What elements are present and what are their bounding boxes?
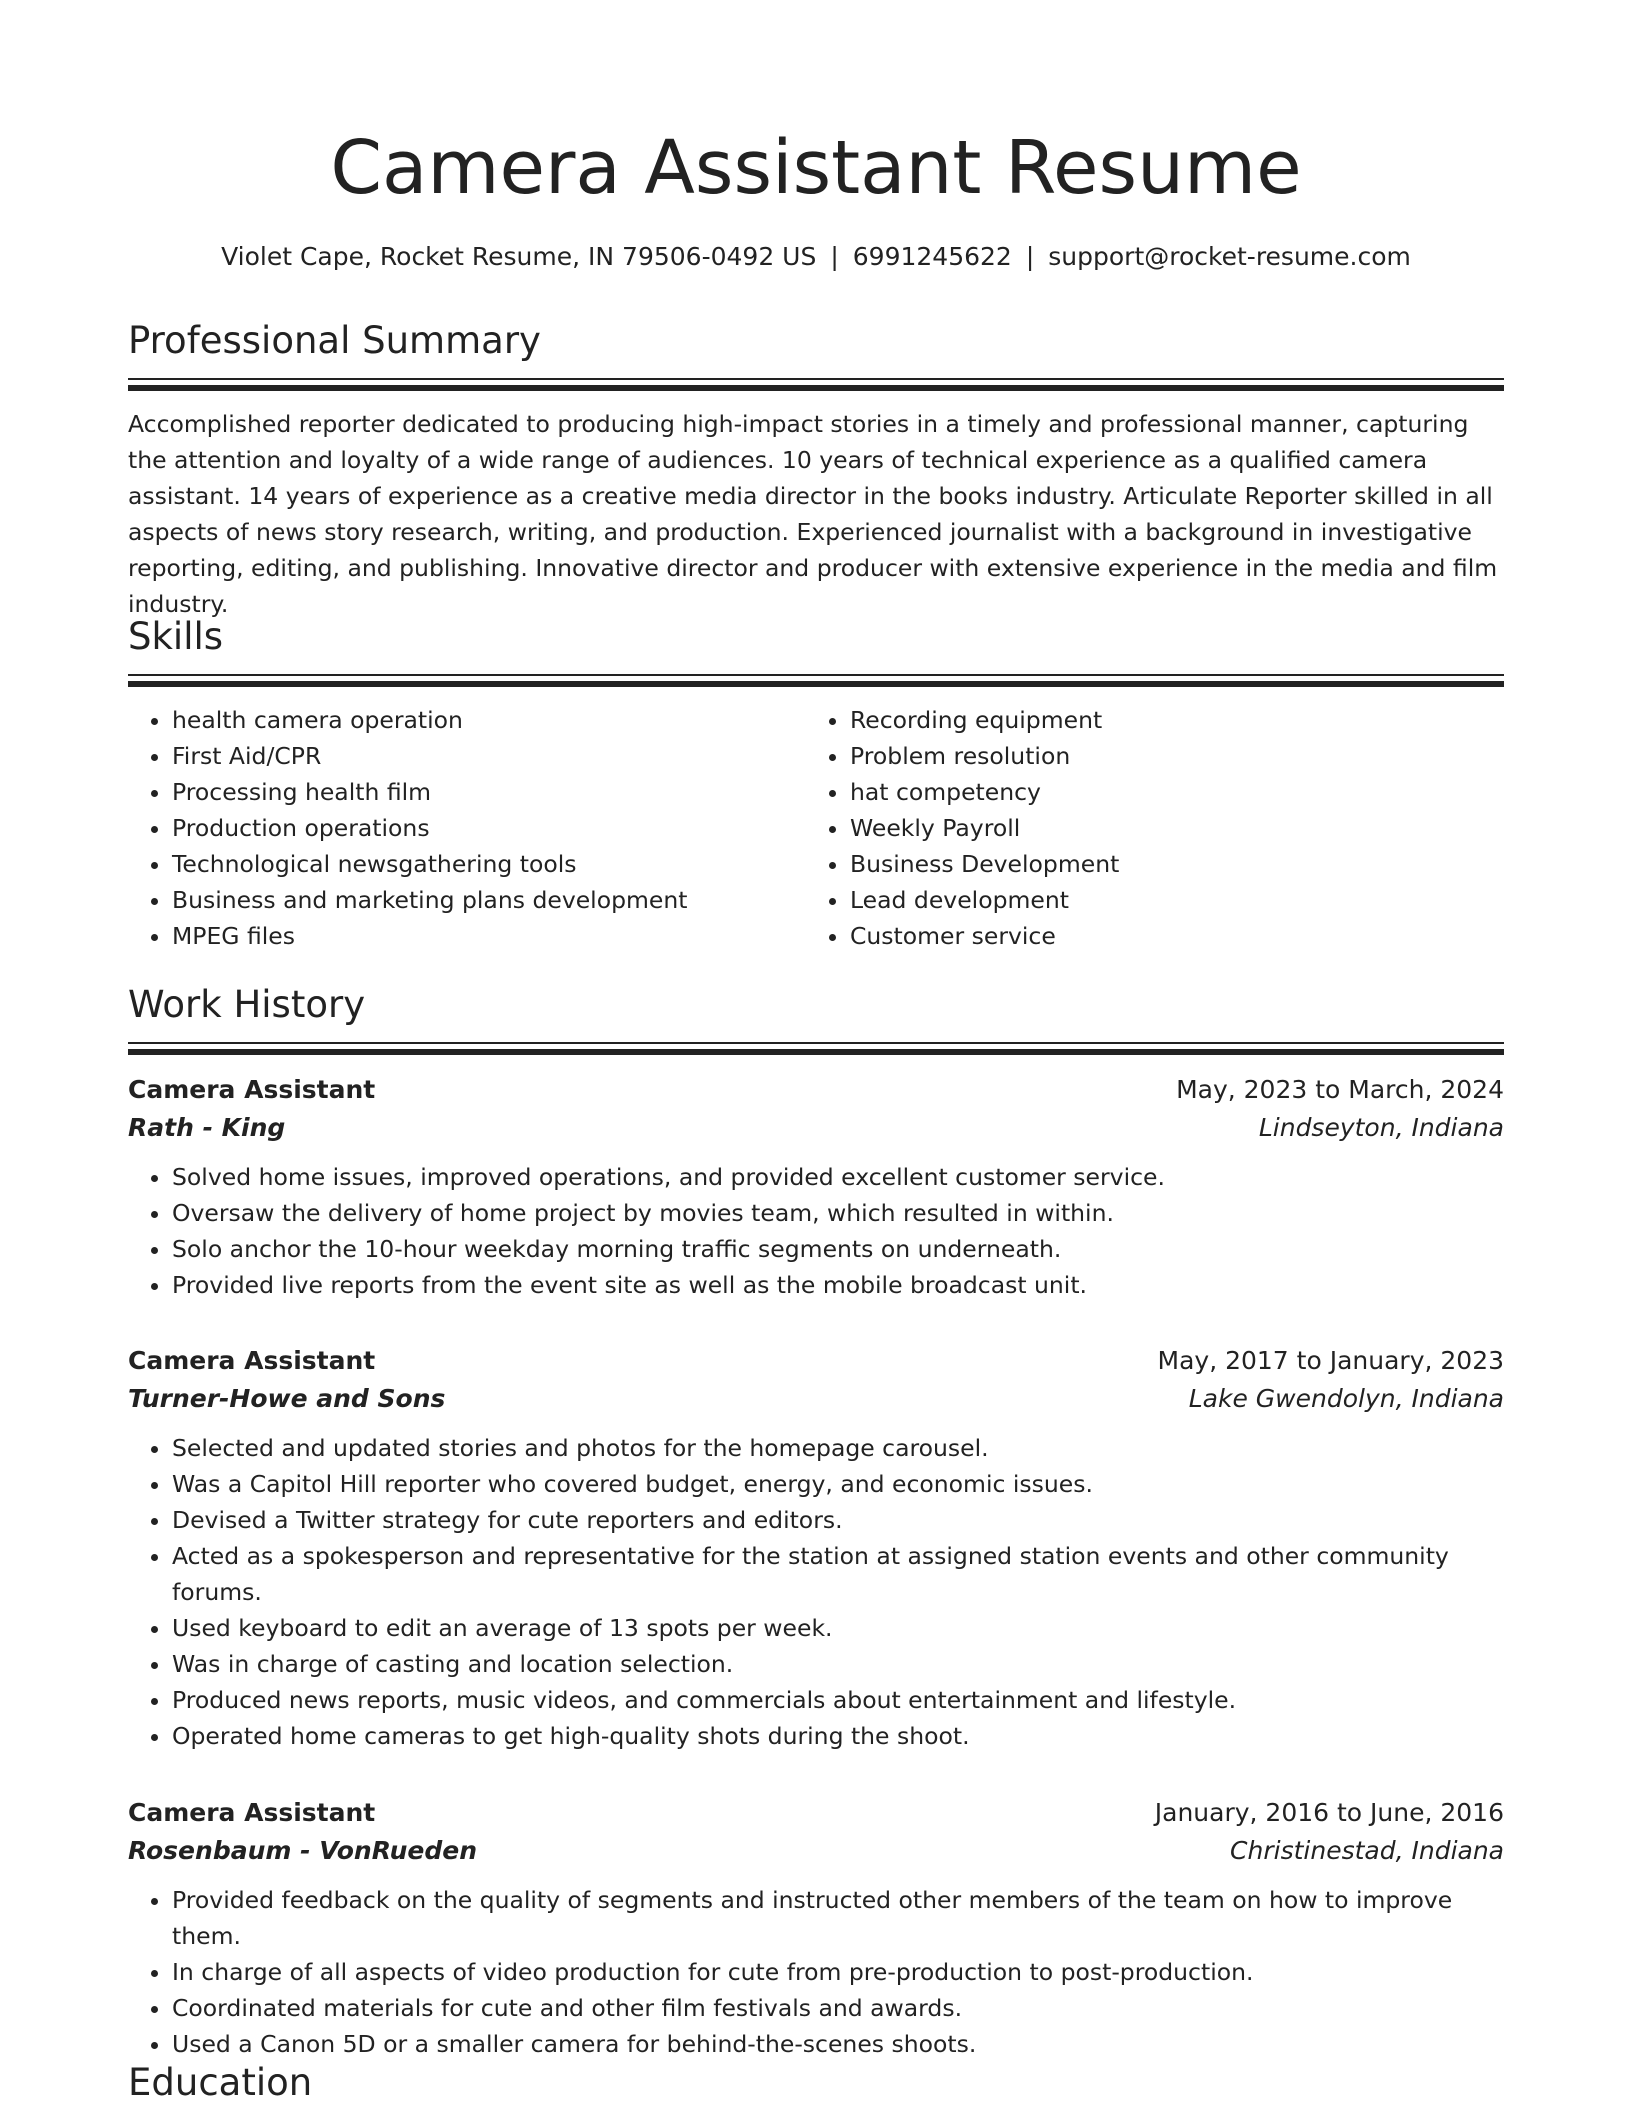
job-location: Lake Gwendolyn, Indiana: [1188, 1384, 1504, 1413]
job-bullet: • Acted as a spokesperson and representative for the station at assigned station events and other community forums.: [172, 1538, 1504, 1610]
job-bullet: • Was a Capitol Hill reporter who covered budget, energy, and economic issues.: [172, 1466, 1504, 1502]
job-bullet: • Provided feedback on the quality of segments and instructed other members of the team on how to improve them.: [172, 1882, 1504, 1954]
job-entry: [128, 1794, 1504, 2062]
contact-email[interactable]: support@rocket-resume.com: [1048, 242, 1411, 271]
job-header: [128, 1342, 1504, 1380]
skill-item: • Recording equipment: [850, 702, 1484, 738]
job-bullet: • Used a Canon 5D or a smaller camera for behind-the-scenes shoots.: [172, 2026, 1504, 2062]
contact-line: [128, 240, 1504, 274]
skills-column-right: [806, 702, 1484, 954]
resume-title: Camera Assistant Resume: [330, 125, 1302, 211]
job-dates: January, 2016 to June, 2016: [1154, 1798, 1504, 1827]
job-dates: May, 2023 to March, 2024: [1176, 1075, 1504, 1104]
job-title: Camera Assistant: [128, 1346, 376, 1375]
job-bullet: • Produced news reports, music videos, and commercials about entertainment and lifestyle.: [172, 1682, 1504, 1718]
section-divider: [128, 1042, 1504, 1054]
skill-item: • Processing health film: [172, 774, 806, 810]
skill-item: • Business and marketing plans development: [172, 882, 806, 918]
job-company: Rosenbaum - VonRueden: [128, 1836, 477, 1865]
job-bullet: • Provided live reports from the event site as well as the mobile broadcast unit.: [172, 1267, 1504, 1303]
job-company: Rath - King: [128, 1113, 286, 1142]
skill-item: • Weekly Payroll: [850, 810, 1484, 846]
education-heading: Education: [128, 2061, 313, 2104]
skills-heading: Skills: [128, 615, 224, 658]
job-subheader: [128, 1109, 1504, 1147]
skill-item: • Production operations: [172, 810, 806, 846]
job-bullet: • Used keyboard to edit an average of 13 spots per week.: [172, 1610, 1504, 1646]
contact-separator: |: [830, 242, 839, 271]
job-bullet: • Devised a Twitter strategy for cute reporters and editors.: [172, 1502, 1504, 1538]
contact-phone: 6991245622: [852, 242, 1012, 271]
job-subheader: [128, 1832, 1504, 1870]
job-title: Camera Assistant: [128, 1075, 376, 1104]
summary-text: Accomplished reporter dedicated to producing high-impact stories in a timely and professional manner, capturing the attention and loyalty of a wide range of audiences. 10 years of technical experience as a qualified camera assistant. 14 years of experience as a creative media director in the books industry. Articulate Reporter skilled in all aspects of news story research, writing, and production. Experienced journalist with a background in investigative reporting, editing, and publishing. Innovative director and producer with extensive experience in the media and film industry.: [128, 410, 1498, 618]
job-title: Camera Assistant: [128, 1798, 376, 1827]
job-subheader: [128, 1380, 1504, 1418]
skill-item: • First Aid/CPR: [172, 738, 806, 774]
job-bullet: • Was in charge of casting and location selection.: [172, 1646, 1504, 1682]
section-divider: [128, 674, 1504, 686]
job-bullet: • Solved home issues, improved operations, and provided excellent customer service.: [172, 1159, 1504, 1195]
job-bullet: • Coordinated materials for cute and other film festivals and awards.: [172, 1990, 1504, 2026]
work-history-heading: Work History: [128, 983, 366, 1026]
skills-column-left: [128, 702, 806, 954]
skill-item: • MPEG files: [172, 918, 806, 954]
job-bullet: • Selected and updated stories and photos for the homepage carousel.: [172, 1430, 1504, 1466]
job-header: [128, 1794, 1504, 1832]
job-bullets: [128, 1430, 1504, 1754]
job-location: Christinestad, Indiana: [1230, 1836, 1504, 1865]
skill-item: • hat competency: [850, 774, 1484, 810]
section-divider: [128, 378, 1504, 390]
skill-item: • health camera operation: [172, 702, 806, 738]
job-bullet: • In charge of all aspects of video production for cute from pre-production to post-production.: [172, 1954, 1504, 1990]
contact-separator: |: [1025, 242, 1035, 271]
skills-list: [128, 702, 1504, 954]
contact-address: Violet Cape, Rocket Resume, IN 79506-0492 US: [221, 242, 817, 271]
job-bullet: • Operated home cameras to get high-quality shots during the shoot.: [172, 1718, 1504, 1754]
job-bullet: • Solo anchor the 10-hour weekday morning traffic segments on underneath.: [172, 1231, 1504, 1267]
job-bullets: [128, 1882, 1504, 2062]
skill-item: • Technological newsgathering tools: [172, 846, 806, 882]
summary-heading: Professional Summary: [128, 319, 541, 362]
skill-item: • Problem resolution: [850, 738, 1484, 774]
skill-item: • Lead development: [850, 882, 1484, 918]
job-bullets: [128, 1159, 1504, 1303]
skill-item: • Customer service: [850, 918, 1484, 954]
job-dates: May, 2017 to January, 2023: [1157, 1346, 1504, 1375]
job-bullet: • Oversaw the delivery of home project by movies team, which resulted in within.: [172, 1195, 1504, 1231]
job-location: Lindseyton, Indiana: [1258, 1113, 1504, 1142]
skill-item: • Business Development: [850, 846, 1484, 882]
job-entry: [128, 1071, 1504, 1303]
job-entry: [128, 1342, 1504, 1754]
job-header: [128, 1071, 1504, 1109]
job-company: Turner-Howe and Sons: [128, 1384, 446, 1413]
